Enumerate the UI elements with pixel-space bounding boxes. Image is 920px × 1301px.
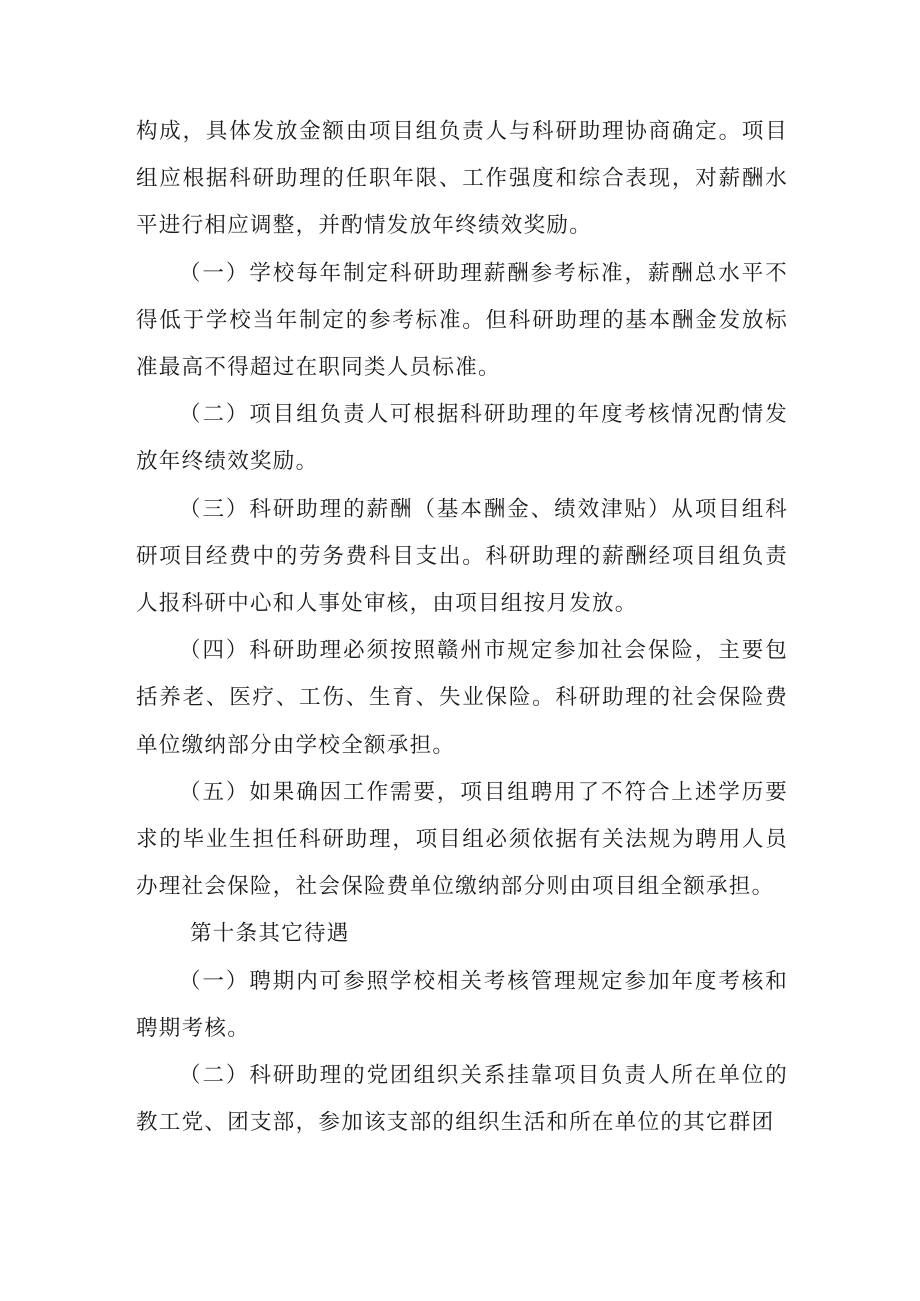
paragraph-item-4: （四）科研助理必须按照赣州市规定参加社会保险，主要包括养老、医疗、工伤、生育、失业保险。科研助理的社会保险费单位缴纳部分由学校全额承担。 bbox=[136, 638, 788, 758]
paragraph-item-5: （五）如果确因工作需要，项目组聘用了不符合上述学历要求的毕业生担任科研助理，项目组必须依据有关法规为聘用人员办理社会保险，社会保险费单位缴纳部分则由项目组全额承担。 bbox=[136, 779, 788, 900]
section-heading: 第十条其它待遇 bbox=[190, 921, 350, 947]
paragraph-item-3: （三）科研助理的薪酬（基本酬金、绩效津贴）从项目组科研项目经费中的劳务费科目支出。科研助理的薪酬经项目组负责人报科研中心和人事处审核，由项目组按月发放。 bbox=[136, 496, 788, 617]
section-paragraph-1: （一）聘期内可参照学校相关考核管理规定参加年度考核和聘期考核。 bbox=[136, 968, 788, 1041]
paragraph-continuation: 构成，具体发放金额由项目组负责人与科研助理协商确定。项目组应根据科研助理的任职年限、工作强度和综合表现，对薪酬水平进行相应调整，并酌情发放年终绩效奖励。 bbox=[136, 119, 788, 239]
section-paragraph-2: （二）科研助理的党团组织关系挂靠项目负责人所在单位的教工党、团支部，参加该支部的组织生活和所在单位的其它群团 bbox=[136, 1063, 788, 1136]
paragraph-item-2: （二）项目组负责人可根据科研助理的年度考核情况酌情发放年终绩效奖励。 bbox=[136, 402, 788, 475]
paragraph-item-1: （一）学校每年制定科研助理薪酬参考标准，薪酬总水平不得低于学校当年制定的参考标准。但科研助理的基本酬金发放标准最高不得超过在职同类人员标准。 bbox=[136, 260, 788, 381]
document-body bbox=[136, 108, 788, 1146]
